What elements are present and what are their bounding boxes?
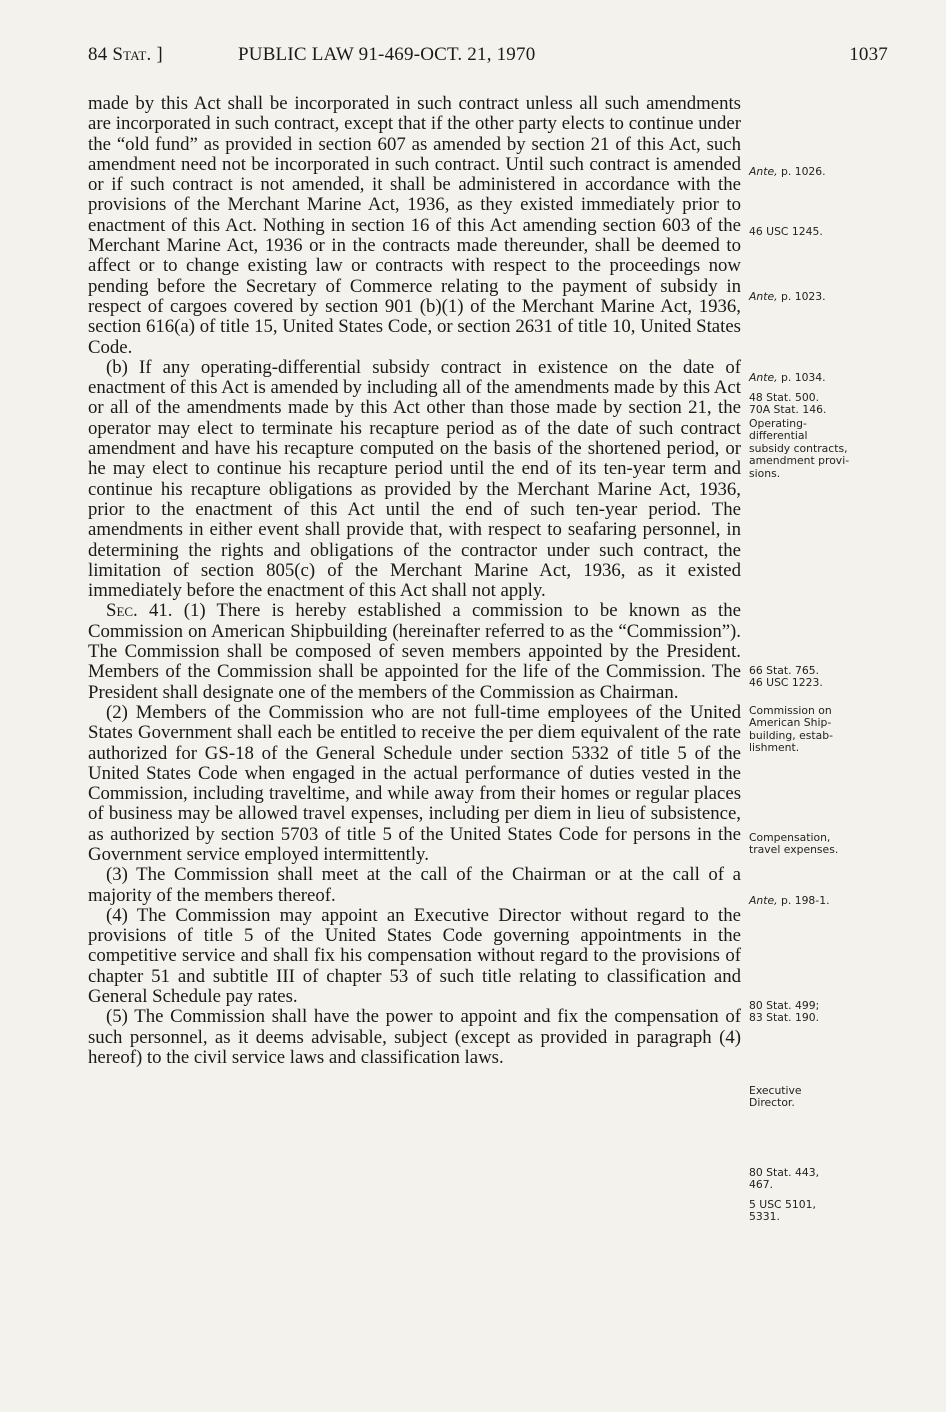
paragraph-5: (5) The Commission shall have the power to appoint and fix the compensation of such personnel, as it deems advisable, subject (except as provided in paragraph (4) hereof) to the civil service laws and classification laws. bbox=[88, 1006, 741, 1068]
margin-note-line: Executive bbox=[749, 1084, 802, 1097]
margin-note-line: Operating- bbox=[749, 417, 807, 430]
margin-note bbox=[749, 226, 889, 238]
ante-prefix: Ante, bbox=[749, 290, 778, 303]
margin-note-line: Ante, p. 1023. bbox=[749, 290, 826, 303]
margin-note-line: 66 Stat. 765. bbox=[749, 664, 820, 677]
margin-note-line: 467. bbox=[749, 1178, 774, 1192]
margin-note bbox=[749, 832, 889, 857]
margin-note-line: 83 Stat. 190. bbox=[749, 1011, 820, 1025]
margin-note-line: 70A Stat. 146. bbox=[749, 403, 827, 417]
margin-note bbox=[749, 372, 889, 384]
page-header bbox=[88, 44, 888, 74]
margin-note-line: differential bbox=[749, 429, 808, 443]
margin-note-line: 46 USC 1245. bbox=[749, 225, 823, 238]
statute-reference: 84 Stat. ] bbox=[88, 44, 163, 65]
margin-note-line: 80 Stat. 443, bbox=[749, 1166, 820, 1179]
margin-note bbox=[749, 166, 889, 178]
ante-prefix: Ante, bbox=[749, 165, 778, 178]
margin-note-line: subsidy contracts, bbox=[749, 441, 848, 455]
margin-note-line: 5331. bbox=[749, 1210, 780, 1224]
margin-note-line: Director. bbox=[749, 1096, 795, 1110]
margin-note-line: lishment. bbox=[749, 741, 800, 755]
margin-note bbox=[749, 705, 889, 755]
ante-prefix: Ante, bbox=[749, 894, 778, 907]
body-text bbox=[88, 94, 741, 1068]
margin-note bbox=[749, 1199, 889, 1224]
paragraph-3: (3) The Commission shall meet at the call of the Chairman or at the call of a majority of the members thereof. bbox=[88, 864, 741, 906]
margin-note-line: 46 USC 1223. bbox=[749, 676, 823, 690]
margin-note-line: Ante, p. 1034. bbox=[749, 371, 826, 384]
margin-note-line: Ante, p. 1026. bbox=[749, 165, 826, 178]
page-title: PUBLIC LAW 91-469-OCT. 21, 1970 bbox=[238, 44, 536, 65]
margin-note-line: 48 Stat. 500. bbox=[749, 391, 820, 404]
margin-note-line: Commission on bbox=[749, 704, 832, 717]
margin-note-line: 80 Stat. 499; bbox=[749, 999, 820, 1012]
section-label: Sec. 41. bbox=[106, 600, 173, 622]
margin-note-line: Ante, p. 198-1. bbox=[749, 894, 830, 907]
paragraph-continuation: made by this Act shall be incorporated in such contract unless all such amendments are incorporated in such contract, except that if the other party elects to continue under the “old fund” as provided in section 607 as amended by section 21 of this Act, such amendment need not be incorporated in such contract. Until such contract is amended or if such contract is not amended, it shall be administered in accordance with the provisions of the Merchant Marine Act, 1936, as they existed immediately prior to enactment of this Act. Nothing in section 16 of this Act amending section 603 of the Merchant Marine Act, 1936 or in the contracts made thereunder, shall be deemed to affect or to change existing law or contracts with respect to the proceedings now pending before the Secretary of Commerce relating to the payment of subsidy in respect of cargoes covered by section 901 (b)(1) of the Merchant Marine Act, 1936, section 616(a) of title 15, United States Code, or section 2631 of title 10, United States Code. bbox=[88, 93, 741, 358]
margin-note bbox=[749, 665, 889, 690]
margin-note-line: amendment provi- bbox=[749, 454, 850, 468]
margin-note-line: Compensation, bbox=[749, 831, 831, 844]
paragraph-2: (2) Members of the Commission who are not full-time employees of the United States Government shall each be entitled to receive the per diem equivalent of the rate authorized for GS-18 of the General Schedule under section 5332 of title 5 of the United States Code when engaged in the actual performance of duties vested in the Commission, including traveltime, and while away from their homes or regular places of business may be allowed travel expenses, including per diem in lieu of subsistence, as authorized by section 5703 of title 5 of the United States Code for persons in the Government service employed intermittently. bbox=[88, 701, 741, 865]
margin-note bbox=[749, 291, 889, 303]
margin-note-line: building, estab- bbox=[749, 728, 833, 742]
margin-note bbox=[749, 1167, 889, 1192]
margin-note bbox=[749, 895, 889, 907]
margin-note bbox=[749, 1085, 889, 1110]
margin-note bbox=[749, 1000, 889, 1025]
margin-note-line: travel expenses. bbox=[749, 843, 839, 857]
margin-note bbox=[749, 418, 889, 480]
paragraph-sec-41 bbox=[88, 601, 741, 702]
ante-prefix: Ante, bbox=[749, 371, 778, 384]
paragraph-b: (b) If any operating-differential subsidy contract in existence on the date of enactment of this Act is amended by including all of the amendments made by this Act or all of the amendments made by this Act other than those made by section 21, the operator may elect to terminate his recapture period as of the date of such contract amendment and have his recapture computed on the basis of the shortened period, or he may elect to continue his recapture period until the end of its ten-year term and continue his recapture obligations as provided by the Merchant Marine Act, 1936, prior to the enactment of this Act until the end of such ten-year period. The amendments in either event shall provide that, with respect to seafaring personnel, in determining the rights and obligations of the contractor under such contract, the limitation of section 805(c) of the Merchant Marine Act, 1936, as it existed immediately before the enactment of this Act shall not apply. bbox=[88, 356, 741, 602]
margin-note bbox=[749, 392, 889, 417]
paragraph-4: (4) The Commission may appoint an Executive Director without regard to the provisions of title 5 of the United States Code governing appointments in the competitive service and shall fix his compensation without regard to the provisions of chapter 51 and subtitle III of chapter 53 of such title relating to classification and General Schedule pay rates. bbox=[88, 904, 741, 1008]
section-text: (1) There is hereby established a commission to be known as the Commission on American Shipbuilding (hereinafter referred to as the “Commission”). The Commission shall be composed of seven members appointed by the President. Members of the Commission shall be appointed for the life of the Commission. The President shall designate one of the members of the Commission as Chairman. bbox=[88, 600, 741, 703]
margin-note-line: 5 USC 5101, bbox=[749, 1198, 816, 1211]
margin-note-line: sions. bbox=[749, 466, 781, 480]
page-number: 1037 bbox=[849, 44, 888, 65]
margin-note-line: American Ship- bbox=[749, 716, 832, 730]
